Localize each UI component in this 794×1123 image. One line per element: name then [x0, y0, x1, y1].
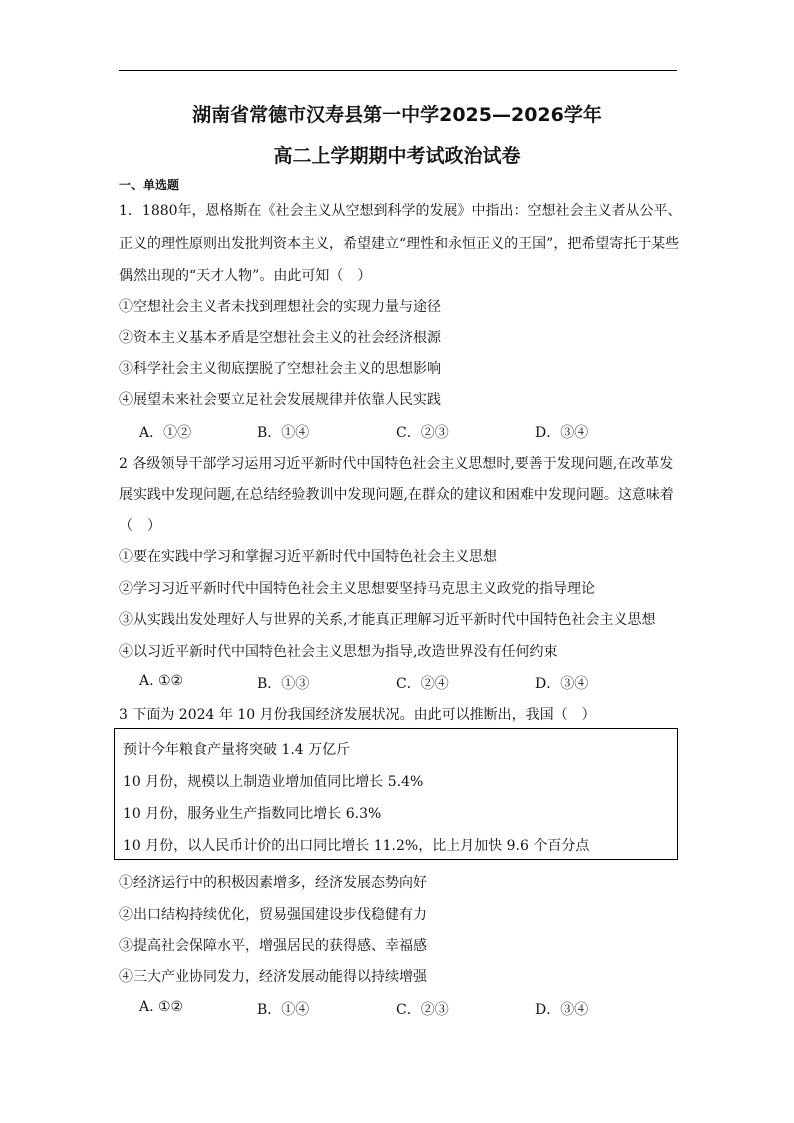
- q3-option-a[interactable]: A. ①②: [139, 999, 184, 1015]
- q2-item: ①要在实践中学习和掌握习近平新时代中国特色社会主义思想: [119, 549, 497, 565]
- section-heading: 一、单选题: [119, 178, 180, 192]
- page-subtitle: 高二上学期期中考试政治试卷: [273, 145, 521, 167]
- q2-option-b[interactable]: B．①③: [257, 676, 310, 692]
- q1-item: ①空想社会主义者未找到理想社会的实现力量与途径: [119, 299, 441, 315]
- q1-option-d[interactable]: D．③④: [535, 425, 589, 441]
- q3-option-d[interactable]: D．③④: [535, 1002, 589, 1018]
- q2-item: ②学习习近平新时代中国特色社会主义思想要坚持马克思主义政党的指导理论: [119, 581, 595, 597]
- q1-item: ③科学社会主义彻底摆脱了空想社会主义的思想影响: [119, 361, 441, 377]
- q2-stem-line: （ ）: [119, 518, 161, 534]
- q3-data-box: [114, 728, 678, 860]
- q2-option-a[interactable]: A. ①②: [139, 673, 184, 689]
- q3-stem-line: 3 下面为 2024 年 10 月份我国经济发展状况。由此可以推断出，我国（ ）: [119, 707, 596, 723]
- q1-stem-line: 偶然出现的“天才人物”。由此可知（ ）: [119, 268, 372, 284]
- q3-item: ④三大产业协同发力，经济发展动能得以持续增强: [119, 969, 427, 985]
- q2-option-d[interactable]: D．③④: [535, 676, 589, 692]
- q2-stem-line: 展实践中发现问题,在总结经验教训中发现问题,在群众的建议和困难中发现问题。这意味着: [119, 487, 674, 503]
- q1-option-b[interactable]: B．①④: [257, 425, 310, 441]
- q1-stem-line: 1．1880年，恩格斯在《社会主义从空想到科学的发展》中指出：空想社会主义者从公平、: [119, 203, 682, 219]
- q3-item: ①经济运行中的积极因素增多，经济发展态势向好: [119, 875, 427, 891]
- q3-box-line: 10 月份，规模以上制造业增加值同比增长 5.4%: [123, 774, 424, 790]
- q3-option-b[interactable]: B．①④: [257, 1002, 310, 1018]
- q3-item: ③提高社会保障水平，增强居民的获得感、幸福感: [119, 938, 427, 954]
- q3-box-line: 10 月份，以人民币计价的出口同比增长 11.2%，比上月加快 9.6 个百分点: [123, 838, 590, 854]
- q2-item: ④以习近平新时代中国特色社会主义思想为指导,改造世界没有任何约束: [119, 644, 558, 660]
- q3-item: ②出口结构持续优化，贸易强国建设步伐稳健有力: [119, 907, 427, 923]
- header-rule: [119, 70, 677, 71]
- page-title: 湖南省常德市汉寿县第一中学2025—2026学年: [192, 104, 602, 126]
- q1-item: ④展望未来社会要立足社会发展规律并依靠人民实践: [119, 392, 441, 408]
- q2-option-c[interactable]: C．②④: [396, 676, 449, 692]
- q2-stem-line: 2 各级领导干部学习运用习近平新时代中国特色社会主义思想时,要善于发现问题,在改革发: [119, 456, 674, 472]
- q3-box-line: 预计今年粮食产量将突破 1.4 万亿斤: [123, 742, 351, 758]
- q1-item: ②资本主义基本矛盾是空想社会主义的社会经济根源: [119, 330, 441, 346]
- q2-item: ③从实践出发处理好人与世界的关系,才能真正理解习近平新时代中国特色社会主义思想: [119, 612, 656, 628]
- q1-option-c[interactable]: C．②③: [396, 425, 449, 441]
- q3-option-c[interactable]: C．②③: [396, 1002, 449, 1018]
- q3-box-line: 10 月份，服务业生产指数同比增长 6.3%: [123, 806, 382, 822]
- q1-stem-line: 正义的理性原则出发批判资本主义，希望建立“理性和永恒正义的王国”，把希望寄托于某些: [119, 236, 680, 252]
- q1-option-a[interactable]: A．①②: [139, 425, 192, 441]
